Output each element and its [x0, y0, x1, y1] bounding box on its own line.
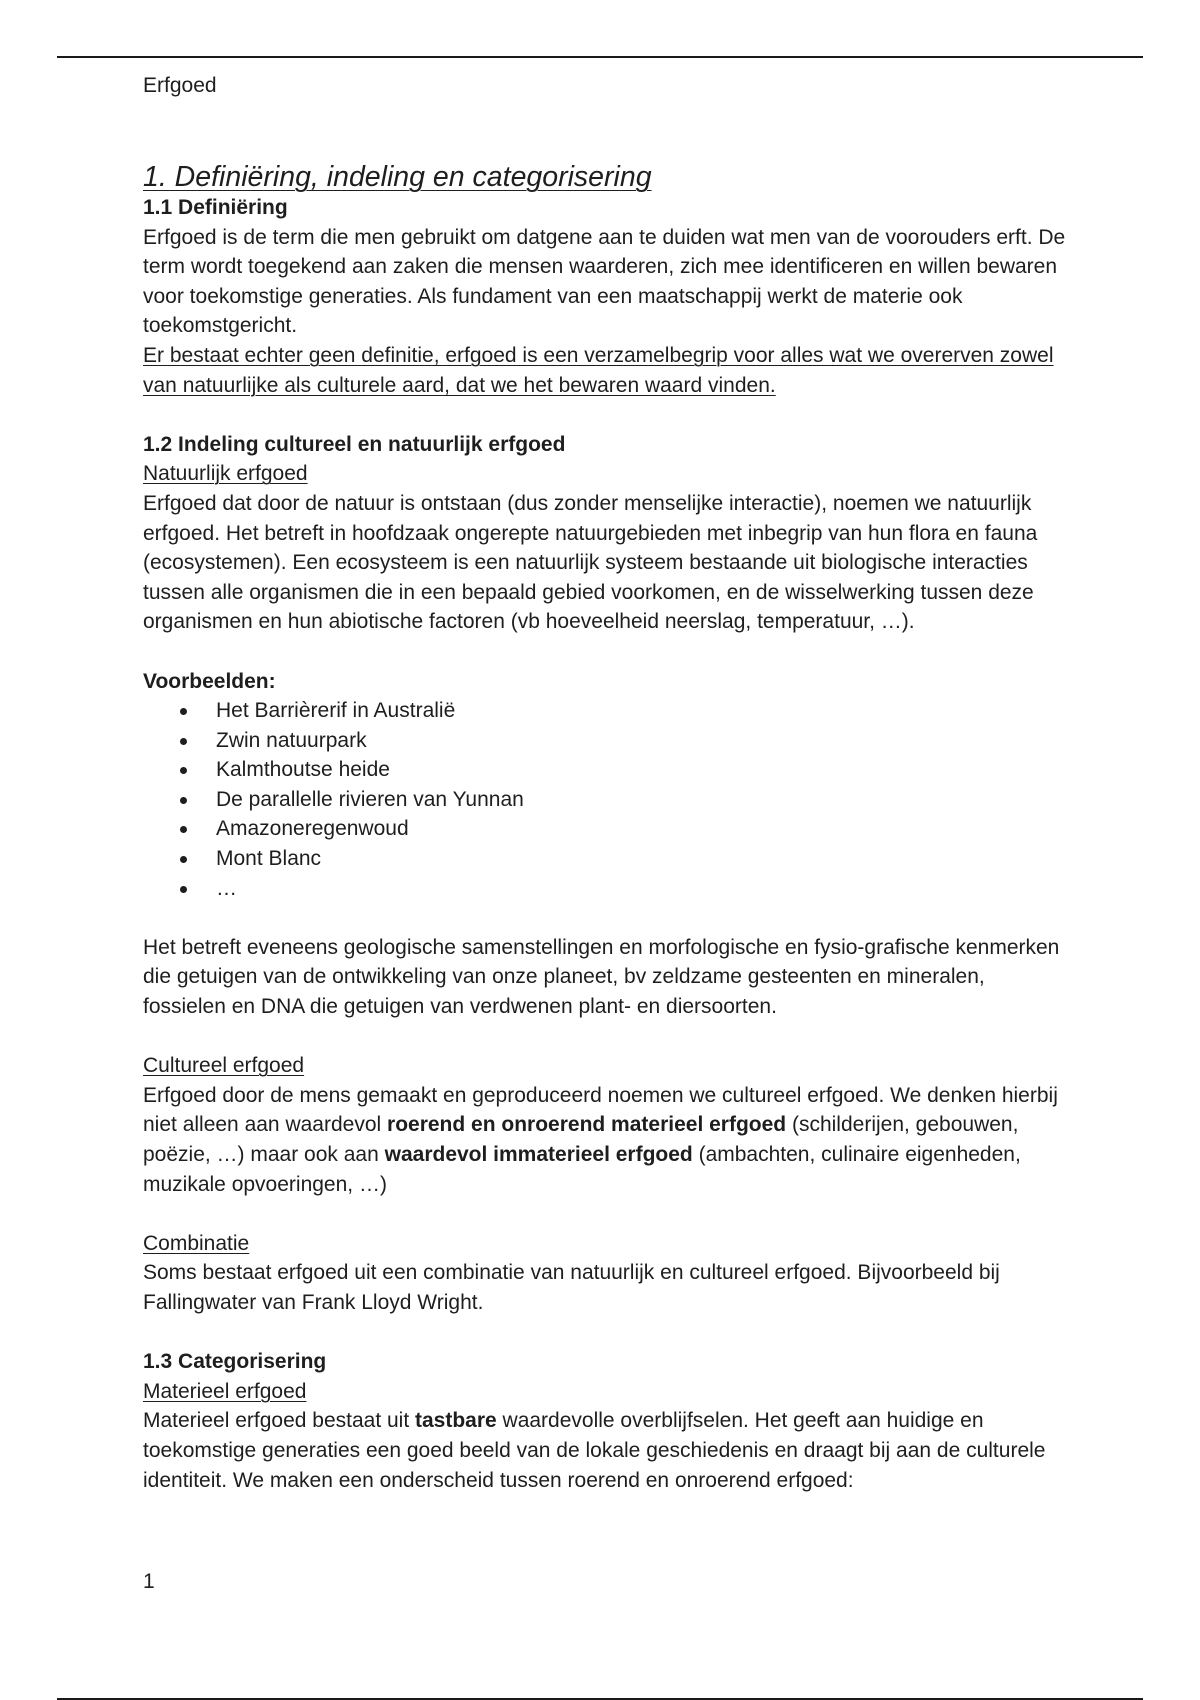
- subheading-combination: Combinatie: [143, 1231, 250, 1255]
- list-item: Het Barrièrerif in Australië: [143, 696, 1073, 726]
- examples-label: Voorbeelden:: [143, 669, 276, 693]
- list-item: Zwin natuurpark: [143, 726, 1073, 756]
- list-item: De parallelle rivieren van Yunnan: [143, 785, 1073, 815]
- list-item: Mont Blanc: [143, 844, 1073, 874]
- bullet-icon: [180, 708, 187, 715]
- list-item: …: [143, 874, 1073, 904]
- cultural-heritage-paragraph: Erfgoed door de mens gemaakt en geproduceerd noemen we cultureel erfgoed. We denken hierbij niet alleen aan waardevol roerend en onroerend materieel erfgoed (schilderijen, gebouwen, poëzie, …) maar ook aan waardevol immaterieel erfgoed (ambachten, culinaire eigenheden, muzikale opvoeringen, …): [143, 1083, 1058, 1196]
- list-item: Amazoneregenwoud: [143, 814, 1073, 844]
- subheading-cultural-heritage: Cultureel erfgoed: [143, 1054, 305, 1078]
- definition-underlined-paragraph: Er bestaat echter geen definitie, erfgoed is een verzamelbegrip voor alles wat we overerven zowel van natuurlijke als culturele aard, dat we het bewaren waard vinden.: [143, 343, 1054, 397]
- natural-heritage-paragraph: Erfgoed dat door de natuur is ontstaan (dus zonder menselijke interactie), noemen we natuurlijk erfgoed. Het betreft in hoofdzaak ongerepte natuurgebieden met inbegrip van hun flora en fauna (ecosystemen). Een ecosysteem is een natuurlijk systeem bestaande uit biologische interacties tussen alle organismen die in een bepaald gebied voorkomen, en de wisselwerking tussen deze organismen en hun abiotische factoren (vb hoeveelheid neerslag, temperatuur, …).: [143, 491, 1038, 634]
- heading-1-2: 1.2 Indeling cultureel en natuurlijk erfgoed: [143, 432, 566, 456]
- geology-paragraph: Het betreft eveneens geologische samenstellingen en morfologische en fysio-grafische kenmerken die getuigen van de ontwikkeling van onze planeet, bv zeldzame gesteenten en mineralen, fossielen en DNA die getuigen van verdwenen plant- en diersoorten.: [143, 935, 1060, 1019]
- header-rule: [57, 56, 1143, 58]
- page-number: 1: [143, 1570, 155, 1593]
- bullet-icon: [180, 797, 187, 804]
- combination-paragraph: Soms bestaat erfgoed uit een combinatie van natuurlijk en cultureel erfgoed. Bijvoorbeeld bij Fallingwater van Frank Lloyd Wright.: [143, 1261, 1000, 1314]
- running-header: Erfgoed: [143, 74, 217, 97]
- bullet-icon: [180, 886, 187, 893]
- definition-paragraph: Erfgoed is de term die men gebruikt om datgene aan te duiden wat men van de voorouders erft. De term wordt toegekend aan zaken die mensen waarderen, zich mee identificeren en willen bewaren voor toekomstige generaties. Als fundament van een maatschappij werkt de materie ook toekomstgericht.: [143, 225, 1066, 338]
- heading-1-1: 1.1 Definiëring: [143, 196, 288, 219]
- subheading-natural-heritage: Natuurlijk erfgoed: [143, 462, 308, 486]
- bullet-icon: [180, 826, 187, 833]
- document-page: [143, 72, 1073, 1495]
- bullet-icon: [180, 767, 187, 774]
- list-item: Kalmthoutse heide: [143, 755, 1073, 785]
- subheading-material-heritage: Materieel erfgoed: [143, 1379, 307, 1403]
- examples-list: [143, 696, 1073, 903]
- material-heritage-paragraph: Materieel erfgoed bestaat uit tastbare waardevolle overblijfselen. Het geeft aan huidige en toekomstige generaties een goed beeld van de lokale geschiedenis en draagt bij aan de culturele identiteit. We maken een onderscheid tussen roerend en onroerend erfgoed:: [143, 1409, 1046, 1492]
- chapter-title: 1. Definiëring, indeling en categorisering: [143, 161, 652, 193]
- bullet-icon: [180, 738, 187, 745]
- heading-1-3: 1.3 Categorisering: [143, 1350, 327, 1374]
- bullet-icon: [180, 856, 187, 863]
